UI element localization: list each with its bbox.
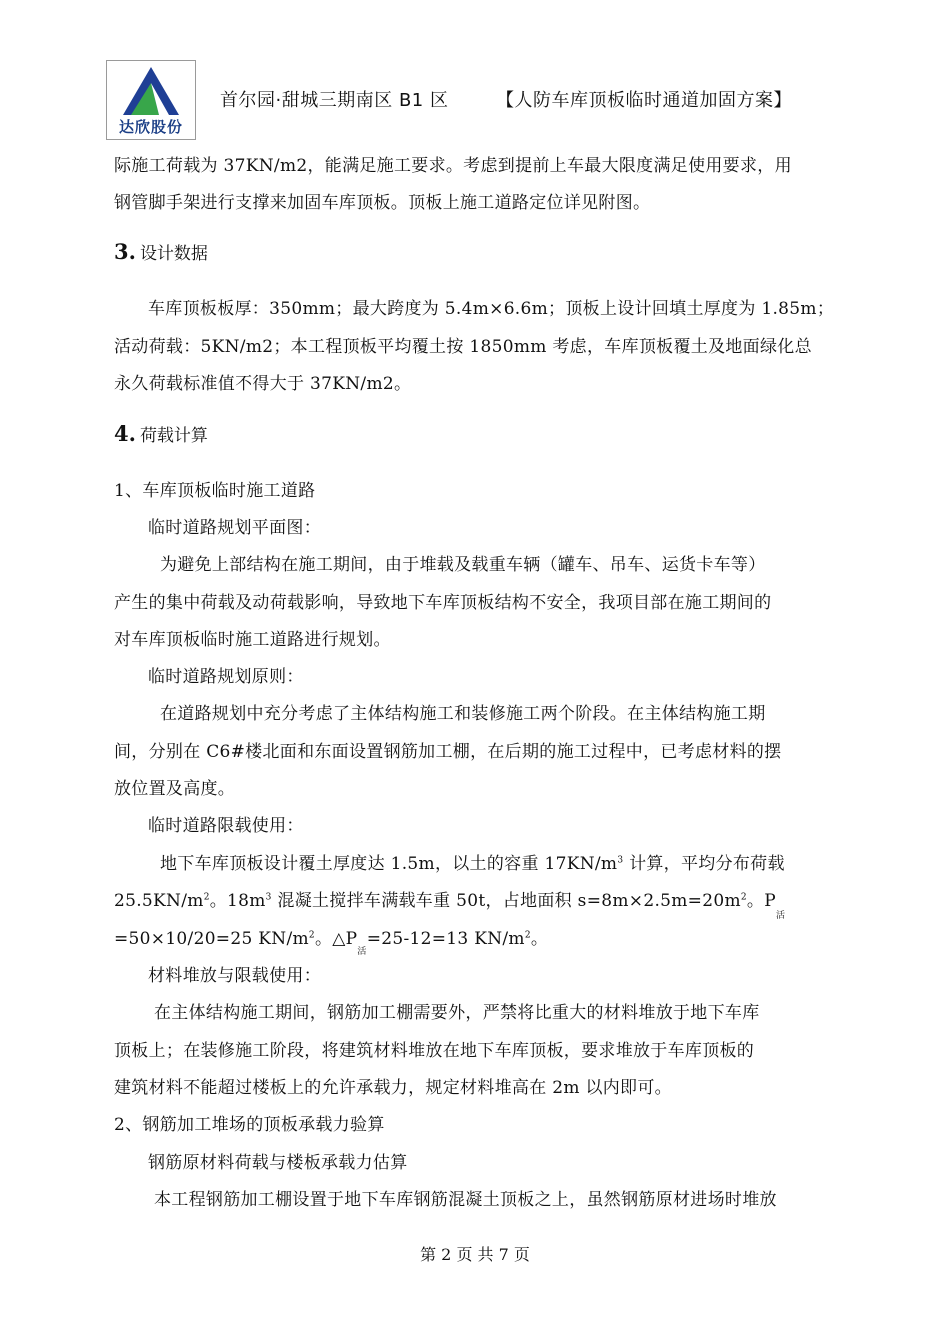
text-run: 计算，平均分布荷载 (623, 854, 785, 874)
paragraph-subtitle: 临时道路规划平面图： (148, 518, 321, 538)
triangle-logo-icon (121, 65, 181, 117)
page-number: 第 2 页 共 7 页 (420, 1245, 530, 1264)
subscript: 活 (357, 947, 367, 957)
header-project: 首尔园·甜城三期南区 B1 区 (220, 90, 449, 111)
paragraph-line: 在道路规划中充分考虑了主体结构施工和装修施工两个阶段。在主体结构施工期 (160, 704, 766, 724)
text-run: =25-12=13 KN/m (366, 929, 525, 949)
paragraph-line: 间，分别在 C6#楼北面和东面设置钢筋加工棚，在后期的施工过程中，已考虑材料的摆 (114, 742, 782, 762)
paragraph-line: 钢管脚手架进行支撑来加固车库顶板。顶板上施工道路定位详见附图。 (114, 193, 651, 213)
section-number: 3. (114, 239, 136, 264)
paragraph-subtitle: 钢筋原材料荷载与楼板承载力估算 (148, 1153, 408, 1173)
text-run: 。P (746, 891, 776, 911)
text-run: 混凝土搅拌车满载车重 50t，占地面积 s=8m×2.5m=20m (271, 891, 741, 911)
text-run: 25.5KN/m (114, 891, 204, 911)
paragraph-subtitle: 材料堆放与限载使用： (148, 966, 321, 986)
section-number: 4. (114, 421, 136, 446)
section-heading (114, 421, 208, 446)
paragraph-line: 放位置及高度。 (114, 779, 236, 799)
paragraph-line: 顶板上；在装修施工阶段，将建筑材料堆放在地下车库顶板，要求堆放于车库顶板的 (114, 1041, 755, 1061)
logo-text: 达欣股份 (118, 118, 183, 136)
superscript: 2 (308, 930, 315, 941)
paragraph-subtitle: 临时道路规划原则： (148, 667, 304, 687)
paragraph-line: 建筑材料不能超过楼板上的允许承载力，规定材料堆高在 2m 以内即可。 (114, 1078, 672, 1098)
text-run: =50×10/20=25 KN/m (114, 929, 309, 949)
superscript: 3 (265, 892, 272, 903)
text-run: 。△P (314, 929, 358, 949)
paragraph-line: 在主体结构施工期间，钢筋加工棚需要外，严禁将比重大的材料堆放于地下车库 (154, 1003, 760, 1023)
superscript: 2 (740, 892, 747, 903)
subsection-title: 1、车库顶板临时施工道路 (114, 481, 316, 501)
paragraph-line: 产生的集中荷载及动荷载影响，导致地下车库顶板结构不安全，我项目部在施工期间的 (114, 593, 772, 613)
superscript: 2 (524, 930, 531, 941)
section-heading (114, 239, 208, 264)
paragraph-line: 车库顶板板厚：350mm；最大跨度为 5.4m×6.6m；顶板上设计回填土厚度为 1.85m； (148, 299, 835, 319)
paragraph-line: 对车库顶板临时施工道路进行规划。 (114, 630, 391, 650)
paragraph-line (114, 886, 786, 921)
text-run: 地下车库顶板设计覆土厚度达 1.5m，以土的容重 17KN/m (160, 854, 618, 874)
text-run: 。18m (209, 891, 266, 911)
paragraph-line: 为避免上部结构在施工期间，由于堆载及载重车辆（罐车、吊车、运货卡车等） (160, 555, 766, 575)
subscript: 活 (775, 911, 786, 921)
section-title: 设计数据 (139, 244, 208, 264)
superscript: 3 (617, 855, 624, 866)
header-title: 【人防车库顶板临时通道加固方案】 (496, 90, 792, 111)
subsection-title: 2、钢筋加工堆场的顶板承载力验算 (114, 1115, 385, 1135)
section-title: 荷载计算 (139, 426, 208, 446)
text-run: 。 (530, 929, 549, 949)
paragraph-subtitle: 临时道路限载使用： (148, 816, 304, 836)
paragraph-line: 永久荷载标准值不得大于 37KN/m2。 (114, 374, 412, 394)
company-logo (106, 60, 196, 140)
superscript: 2 (203, 892, 210, 903)
paragraph-line: 际施工荷载为 37KN/m2，能满足施工要求。考虑到提前上车最大限度满足使用要求，用 (114, 156, 792, 176)
paragraph-line: 活动荷载：5KN/m2；本工程顶板平均覆土按 1850mm 考虑，车库顶板覆土及地面绿化总 (114, 337, 812, 357)
paragraph-line (114, 924, 549, 957)
paragraph-line: 本工程钢筋加工棚设置于地下车库钢筋混凝土顶板之上，虽然钢筋原材进场时堆放 (154, 1190, 777, 1210)
paragraph-line (160, 849, 785, 874)
